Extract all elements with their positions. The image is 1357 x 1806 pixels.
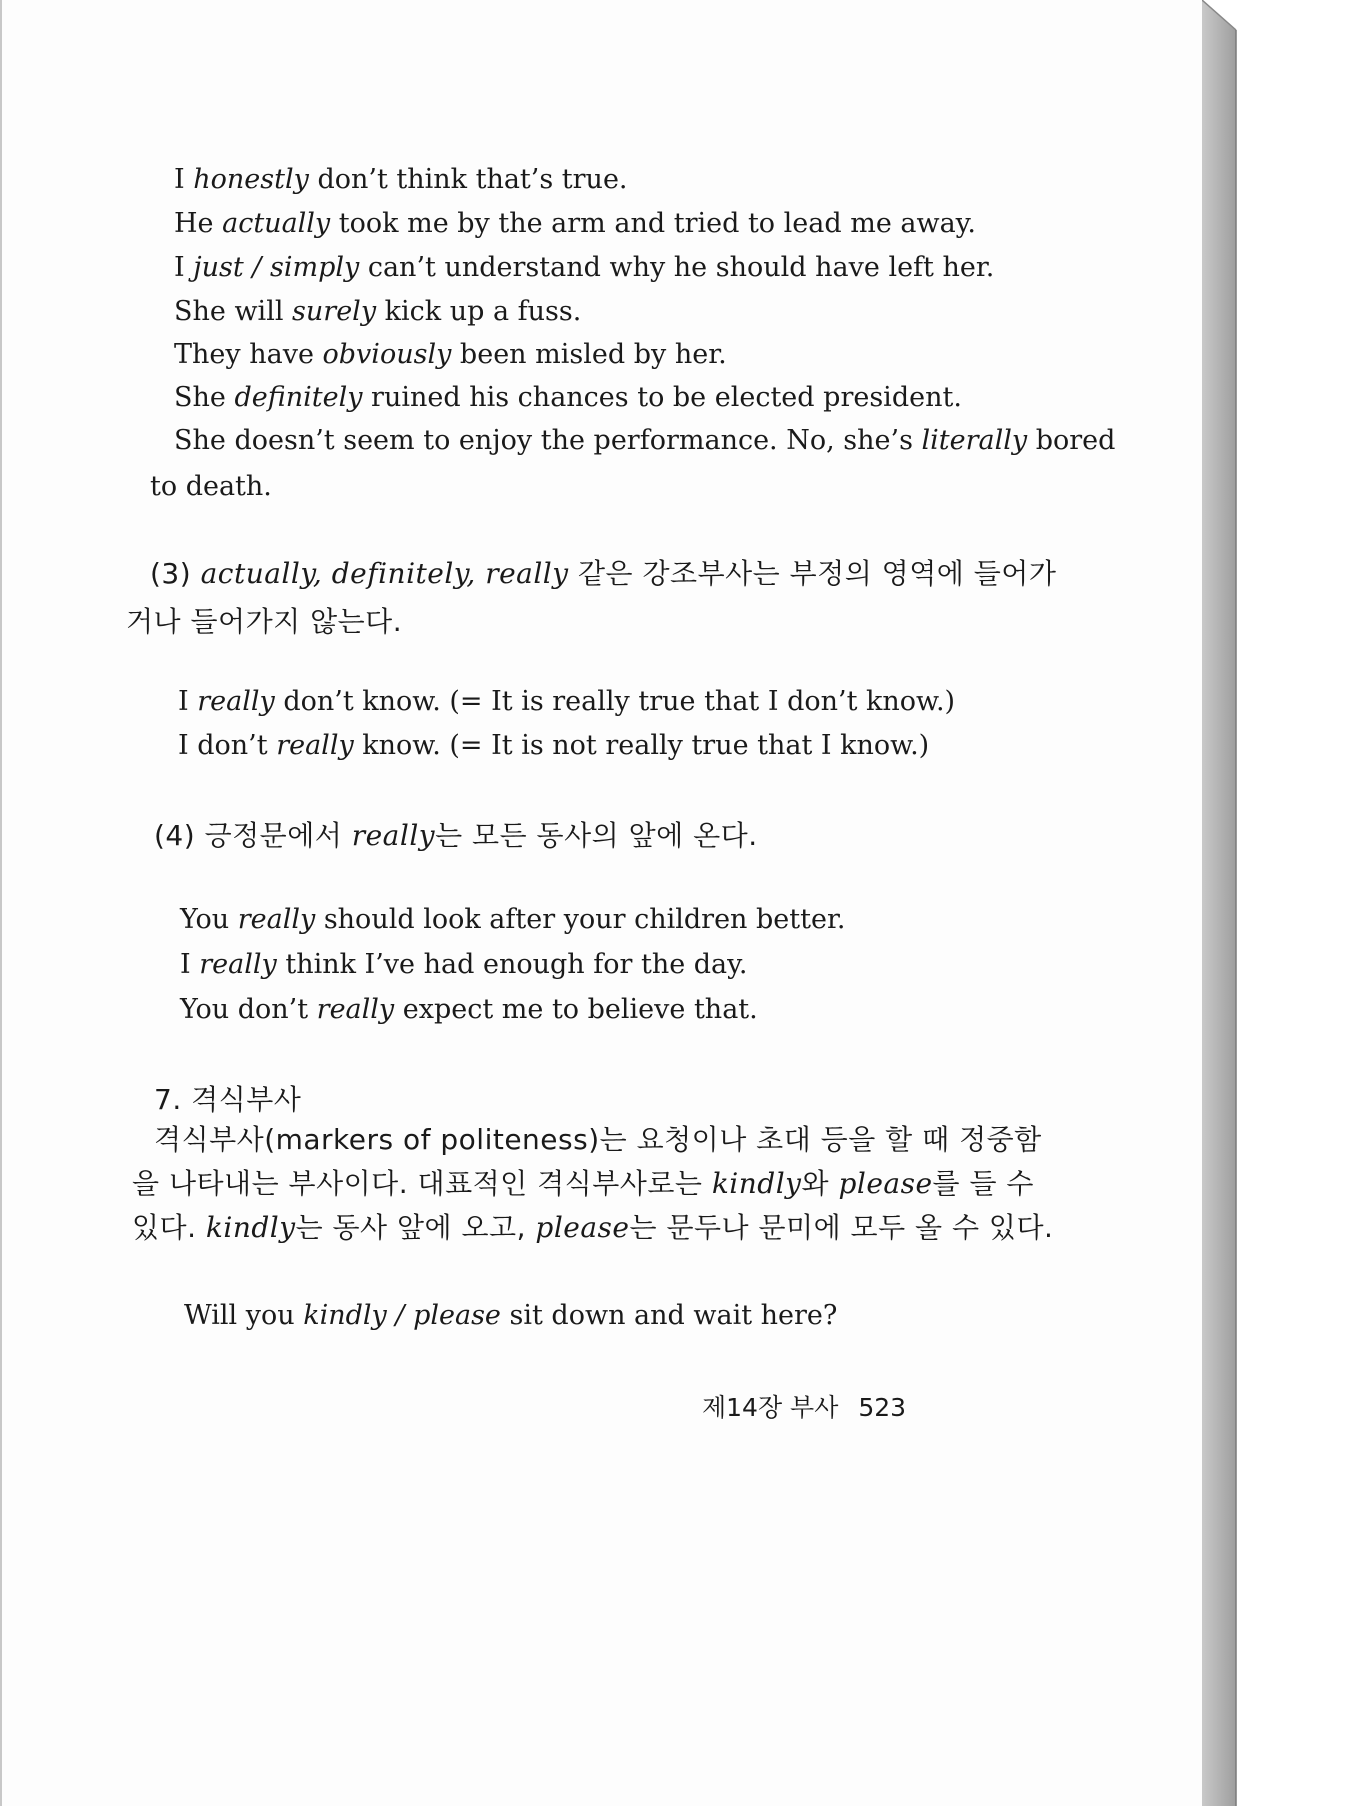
example-sentence: I just / simply can’t understand why he should have left her. xyxy=(174,252,995,283)
emphasized-adverb: actually xyxy=(222,208,331,239)
section-heading: 7. 격식부사 xyxy=(154,1083,302,1116)
emphasized-adverb: please xyxy=(838,1167,933,1200)
emphasized-adverb: please xyxy=(535,1211,630,1244)
example-sentence: I really don’t know. (= It is really true that I don’t know.) xyxy=(178,686,956,717)
example-sentence: You don’t really expect me to believe that. xyxy=(180,994,758,1025)
example-sentence: I don’t really know. (= It is not really true that I know.) xyxy=(178,730,930,761)
emphasized-adverb: kindly xyxy=(205,1211,296,1244)
emphasized-adverb: just / simply xyxy=(193,252,360,283)
example-sentence: She will surely kick up a fuss. xyxy=(174,296,582,327)
example-sentence: He actually took me by the arm and tried to lead me away. xyxy=(174,208,976,239)
emphasized-adverb: really xyxy=(316,994,395,1025)
example-sentence: I really think I’ve had enough for the day. xyxy=(180,949,748,980)
emphasized-adverb: surely xyxy=(292,296,377,327)
emphasized-adverb: really xyxy=(197,686,275,717)
point-4: (4) 긍정문에서 really는 모든 동사의 앞에 온다. xyxy=(154,819,758,852)
example-sentence-continuation: to death. xyxy=(150,471,272,502)
example-sentence: They have obviously been misled by her. xyxy=(174,339,727,370)
point-3-line-2: 거나 들어가지 않는다. xyxy=(126,605,403,638)
emphasized-adverb: kindly xyxy=(711,1167,802,1200)
example-sentence: Will you kindly / please sit down and wait here? xyxy=(184,1300,838,1331)
emphasized-adverb: definitely xyxy=(234,382,363,413)
section-paragraph-line: 있다. kindly는 동사 앞에 오고, please는 문두나 문미에 모두 올 수 있다. xyxy=(132,1211,1054,1244)
emphasized-adverb: really xyxy=(351,819,436,852)
emphasized-adverb: really xyxy=(237,904,316,935)
emphasized-adverb: honestly xyxy=(193,164,309,195)
section-paragraph-line: 격식부사(markers of politeness)는 요청이나 초대 등을 할 때 정중함 xyxy=(154,1123,1042,1156)
emphasized-adverb: obviously xyxy=(322,339,452,370)
section-paragraph-line: 을 나타내는 부사이다. 대표적인 격식부사로는 kindly와 please를 들 수 xyxy=(132,1167,1034,1200)
emphasized-adverb: kindly / please xyxy=(303,1300,501,1331)
page-footer xyxy=(702,1388,906,1424)
example-sentence: I honestly don’t think that’s true. xyxy=(174,164,628,195)
page-edge-shading xyxy=(1202,0,1238,1806)
example-sentence: She definitely ruined his chances to be elected president. xyxy=(174,382,962,413)
emphasized-adverb: really xyxy=(276,730,354,761)
emphasized-adverb: really xyxy=(199,949,277,980)
page-number: 523 xyxy=(858,1393,907,1422)
emphasized-adverb: actually, definitely, really xyxy=(200,557,569,590)
example-sentence: You really should look after your children better. xyxy=(180,904,846,935)
point-3-line-1: (3) actually, definitely, really 같은 강조부사는 부정의 영역에 들어가 xyxy=(150,557,1057,590)
example-sentence: She doesn’t seem to enjoy the performance. No, she’s literally bored xyxy=(174,425,1116,456)
emphasized-adverb: literally xyxy=(921,425,1028,456)
chapter-label: 제14장 부사 xyxy=(702,1393,839,1422)
